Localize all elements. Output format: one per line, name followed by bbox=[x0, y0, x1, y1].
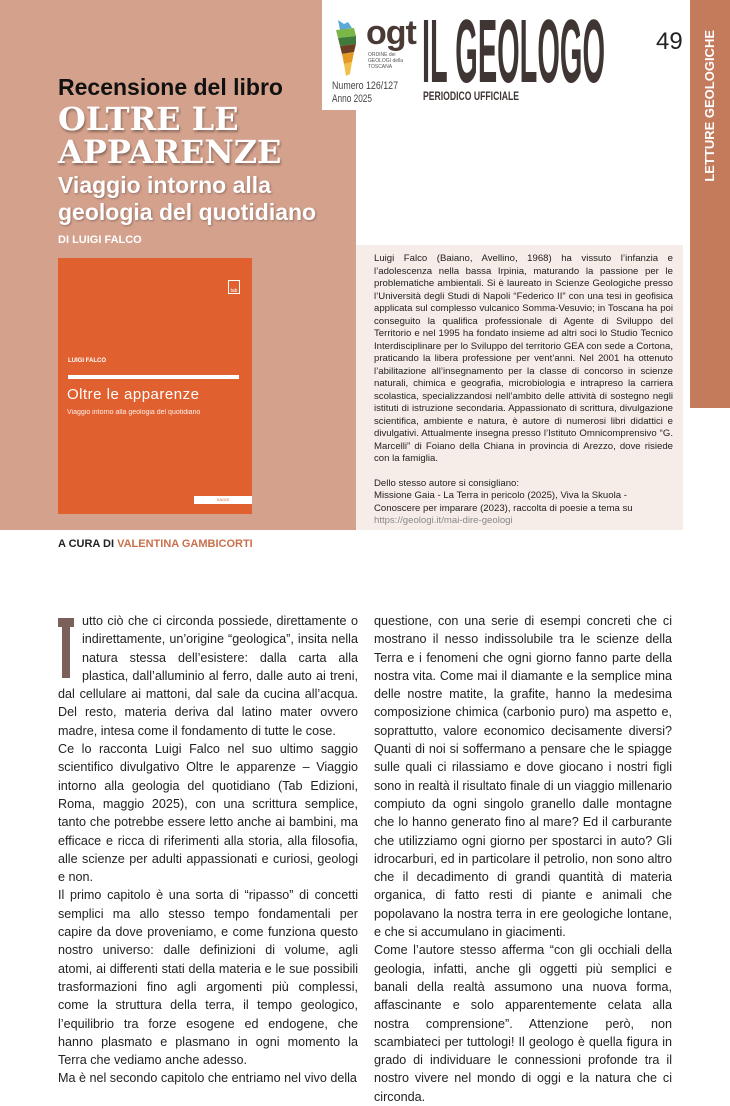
body-paragraph bbox=[58, 612, 358, 740]
title-line: APPARENZE bbox=[58, 133, 282, 171]
ogt-logo-text: ogt bbox=[366, 14, 416, 52]
publisher-logo: tab bbox=[228, 280, 240, 294]
body-paragraph: Ma è nel secondo capitolo che entriamo nel vivo della bbox=[58, 1071, 357, 1086]
cover-author: LUIGI FALCO bbox=[68, 358, 106, 364]
dropcap-t bbox=[58, 618, 74, 678]
curated-prefix: A CURA DI bbox=[58, 538, 115, 550]
byline bbox=[58, 234, 142, 246]
magazine-title-text: IL GEOLOGO bbox=[422, 2, 605, 102]
book-cover bbox=[58, 258, 252, 514]
article-kicker: Recensione del libro bbox=[58, 74, 283, 100]
cover-divider bbox=[68, 375, 239, 379]
body-paragraph: Il primo capitolo è una sorta di “ripasso” di concetti semplici ma allo stesso tempo fondamentali per capire da dove proveniamo, e come funziona questo nostro universo: dalle definizioni di volume, agli atomi, ai differenti stati della materia e le sue possibili trasformazioni fino agli argomenti più complessi, come la struttura della terra, il tempo geologico, l’equilibrio tra forze esogene ed endogene, che hanno plasmato e plasmano in ogni momento la Terra che vediamo anche adesso. bbox=[58, 888, 358, 1068]
ogt-logo-subtext: ORDINE dei GEOLOGI della TOSCANA bbox=[368, 52, 404, 70]
magazine-subtitle-text: PERIODICO UFFICIALE bbox=[423, 89, 519, 103]
body-paragraph: questione, con una serie di esempi concreti che ci mostrano il nesso indissolubile tra le scienze della Terra e i fenomeni che ogni giorno fanno parte della nostra vita. Come mai il diamante e la semplice mina delle nostre matite, la grafite, hanno la medesima composizione chimica (carbonio puro) ma aspetto e, soprattutto, valore economico decisamente diversi? Quanti di noi si soffermano a pensare che le spiagge sulle quali ci rilassiamo e dove giocano i nostri figli sono in realtà il risultato finale di un viaggio millenario compiuto da ogni singolo granello dalle montagne che lo hanno generato fino al mare? Ed il carburante che utilizziamo ogni giorno per spostarci in auto? Gli idrocarburi, ed in particolare il petrolio, non sono altro che il decadimento di grandi quantità di materia organica, di fatto resti di piante e animali che popolavano la nostra terra in ere geologiche lontane, e che si accumulano in giacimenti. bbox=[374, 614, 672, 940]
recommended-heading: Dello stesso autore si consigliano: bbox=[374, 477, 520, 489]
author-bio: Luigi Falco (Baiano, Avellino, 1968) ha vissuto l’infanzia e l’adolescenza nella bassa Irpinia, maturando la passione per le problematiche ambientali. Si è laureato in Scienze Geologiche presso l’Università degli Studi di Napoli “Federico II” con una tesi in geofisica applicata sul complesso vulcanico Somma-Vesuvio; in Toscana ha poi conseguito la qualifica professionale di Agente di Sviluppo del Territorio e nel 1995 ha fondato insieme ad altri soci lo Studio Tecnico Interdisciplinare per lo Sviluppo del territorio GEA con sede a Cortona, praticando la libera professione per vent’anni. Nel 2001 ha ottenuto l’abilitazione all’insegnamento per la classe di concorso in scienze naturali, chimica e geografia, microbiologia e intrapreso la carriera scolastica, specializzandosi nell’ambito delle attività di sostegno negli istituti di istruzione secondaria. Appassionato di scrittura, divulgazione scientifica, ambiente e natura, è autore di numerosi libri didattici e divulgativi. Attualmente insegna presso l’Istituto Omnicomprensivo “G. Marcelli” di Foiano della Chiana in provincia di Arezzo, dove risiede con la famiglia. bbox=[374, 253, 673, 464]
body-paragraph: Ce lo racconta Luigi Falco nel suo ultimo saggio scientifico divulgativo Oltre le apparenze – Viaggio intorno alla geologia del quotidiano (Tab Edizioni, Roma, maggio 2025), con una scrittura semplice, tanto che potrebbe essere letto anche ai bambini, ma efficace e ricca di riferimenti alla storia, alla filosofia, alle scienze per adulti appassionati e curiosi, geologi e non. bbox=[58, 742, 358, 885]
issue-info bbox=[332, 78, 412, 106]
curated-name: VALENTINA GAMBICORTI bbox=[117, 538, 253, 550]
article-title bbox=[58, 100, 282, 171]
magazine-subtitle bbox=[423, 88, 523, 104]
masthead-header bbox=[322, 0, 690, 110]
article-subtitle bbox=[58, 172, 316, 226]
cover-series: SAGGI bbox=[194, 496, 252, 504]
section-label: LETTURE GEOLOGICHE bbox=[702, 30, 717, 182]
issue-year: Anno 2025 bbox=[332, 93, 372, 105]
title-line: OLTRE LE bbox=[58, 100, 239, 138]
subtitle-line: Viaggio intorno alla bbox=[58, 172, 271, 198]
byline-prefix: DI bbox=[58, 234, 69, 246]
paragraph-text: utto ciò che ci circonda possiede, direttamente o indirettamente, un’origine “geologica”, insita nella natura stessa dell’esistere: dalla carta alla plastica, dall’alluminio al ferro, dalle auto ai treni, dal cellulare ai mattoni, dal sale da cucina all’acqua. Del resto, materia deriva dal latino mater ovvero madre, intesa come il fondamento di tutte le cose. bbox=[58, 614, 358, 738]
recommended-text: Missione Gaia - La Terra in pericolo (2025), Viva la Skuola - Conoscere per imparare (2023), raccolta di poesie a tema su bbox=[374, 490, 633, 514]
ogt-logo-icon bbox=[332, 18, 358, 78]
subtitle-line: geologia del quotidiano bbox=[58, 199, 317, 225]
cover-subtitle: Viaggio intorno alla geologia del quotidiano bbox=[67, 409, 201, 416]
bio-link[interactable]: https://geologi.it/mai-dire-geologi bbox=[374, 515, 513, 526]
cover-title: Oltre le apparenze bbox=[67, 386, 200, 403]
body-column-left bbox=[58, 612, 358, 1088]
section-strip bbox=[690, 0, 730, 408]
body-paragraph: Come l’autore stesso afferma “con gli occhiali della geologia, infatti, anche gli oggetti più semplici e banali della realtà assumono una nuova forma, affascinante e solo apparentemente celata alla nostra comprensione”. Attenzione però, non scambiateci per tuttologi! Il geologo è quella figura in grado di individuare le connessioni profonde tra il nostro vivere nel mondo di oggi e la natura che ci circonda. bbox=[374, 943, 672, 1104]
issue-number: Numero 126/127 bbox=[332, 80, 398, 92]
byline-name: LUIGI FALCO bbox=[72, 234, 142, 246]
author-bio-box bbox=[356, 245, 683, 530]
body-column-right bbox=[374, 612, 672, 1106]
page-number: 49 bbox=[656, 28, 683, 55]
curated-by bbox=[58, 538, 253, 550]
